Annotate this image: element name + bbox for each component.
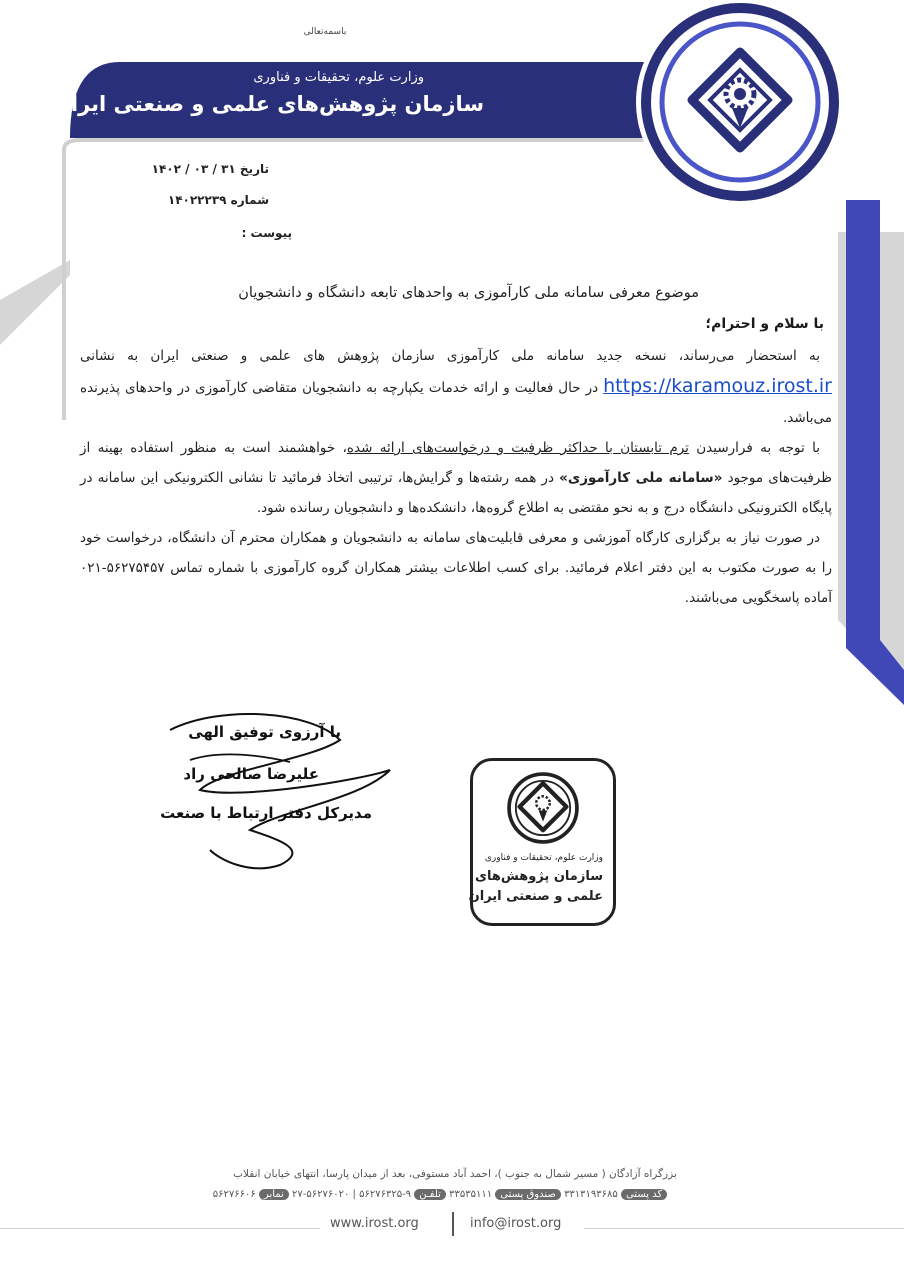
letter-greeting: با سلام و احترام؛ bbox=[705, 316, 824, 332]
po-box-value: ۳۳۵۳۵۱۱۱ bbox=[449, 1189, 493, 1200]
letter-date: تاریخ ۳۱ / ۰۳ / ۱۴۰۲ bbox=[151, 162, 269, 176]
phone-label: تلفـن bbox=[414, 1189, 446, 1200]
paragraph2-system-name: «سامانه ملی کارآموزی» bbox=[559, 470, 723, 486]
header-ministry: وزارت علوم، تحقیقات و فناوری bbox=[253, 70, 424, 85]
stamp-ministry: وزارت علوم، تحقیقات و فناوری bbox=[484, 853, 603, 863]
signatory-name: علیرضا صالحی راد bbox=[183, 765, 319, 783]
body-paragraph-1 bbox=[80, 341, 832, 433]
footer-website[interactable]: www.irost.org bbox=[330, 1216, 419, 1231]
fax-label: نمابر bbox=[259, 1189, 289, 1200]
phone-value: ۹-۵۶۲۷۶۳۲۵ | ۵۶۲۷۶۰۲۰-۲۷ bbox=[292, 1189, 412, 1200]
paragraph1-intro: به استحضار می‌رساند، نسخه جدید سامانه ملی کارآموزی سازمان پژوهش های علمی و صنعتی ایران به نشانی bbox=[80, 348, 820, 364]
system-url-link[interactable]: https://karamouz.irost.ir bbox=[603, 375, 832, 397]
po-box-label: صندوق پستی bbox=[495, 1189, 561, 1200]
organization-logo-icon bbox=[680, 42, 800, 162]
paragraph2-part1: با توجه به فرارسیدن bbox=[696, 440, 820, 456]
paragraph2-underlined: ترم تابستان با حداکثر ظرفیت و درخواست‌های ارائه شده bbox=[346, 440, 689, 456]
footer-contact-row bbox=[150, 1189, 730, 1200]
letter-attachment: پیوست : bbox=[241, 226, 292, 240]
letter-number: شماره ۱۴۰۲۲۲۳۹ bbox=[167, 193, 269, 207]
signature-closing: با آرزوی توفیق الهی bbox=[188, 723, 341, 741]
header-organization: سازمان پژوهش‌های علمی و صنعتی ایران bbox=[52, 92, 484, 116]
stamp-logo-icon bbox=[506, 771, 580, 845]
letter-subject: موضوع معرفی سامانه ملی کارآموزی به واحدهای تابعه دانشگاه و دانشجویان bbox=[238, 285, 699, 301]
paragraph1-rest: در حال فعالیت و ارائه خدمات یکپارچه به دانشجویان متقاضی کارآموزی در واحدهای پذیرنده می‌باشد. bbox=[80, 380, 832, 426]
footer-address: بزرگراه آزادگان ( مسیر شمال به جنوب )، احمد آباد مستوفی، بعد از میدان پارسا، انتهای خیابان انقلاب bbox=[233, 1168, 677, 1180]
fax-value: ۵۶۲۷۶۶۰۶ bbox=[212, 1189, 256, 1200]
footer-email[interactable]: info@irost.org bbox=[470, 1216, 562, 1231]
postal-code-value: ۳۳۱۳۱۹۳۶۸۵ bbox=[564, 1189, 618, 1200]
signatory-title: مدیرکل دفتر ارتباط با صنعت bbox=[160, 804, 372, 822]
footer-divider bbox=[452, 1212, 454, 1236]
footer-rule-left bbox=[0, 1228, 320, 1229]
basmala: باسمه‌تعالی bbox=[303, 27, 347, 37]
postal-code-label: کد پستی bbox=[621, 1189, 667, 1200]
stamp-org-line2: علمی و صنعتی ایران bbox=[468, 889, 603, 904]
paragraph2-part3: در همه رشته‌ها و گرایش‌ها، ترتیبی اتخاذ فرمائید تا نشانی الکترونیکی این سامانه در پایگاه الکترونیکی دانشگاه درج و به نحو مقتضی به اطلاع گروه‌ها، دانشکده‌ها و دانشجویان رسانده شود. bbox=[80, 470, 832, 516]
paragraph2-part2: ، خواهشمند است به منظور استفاده بهینه از ظرفیت‌های موجود bbox=[80, 440, 832, 486]
official-stamp bbox=[470, 758, 616, 926]
letter-body bbox=[80, 341, 832, 613]
footer-rule-right bbox=[584, 1228, 904, 1229]
body-paragraph-3: در صورت نیاز به برگزاری کارگاه آموزشی و معرفی قابلیت‌های سامانه به دانشجویان و همکاران محترم آن دانشگاه، درخواست خود را به صورت مکتوب به این دفتر اعلام فرمائید. برای کسب اطلاعات بیشتر همکاران گروه کارآموزی با شماره تماس ۵۶۲۷۵۴۵۷-۰۲۱ آماده پاسخگویی می‌باشند. bbox=[80, 530, 832, 606]
stamp-org-line1: سازمان پژوهش‌های bbox=[475, 869, 603, 884]
body-paragraph-2 bbox=[80, 433, 832, 523]
